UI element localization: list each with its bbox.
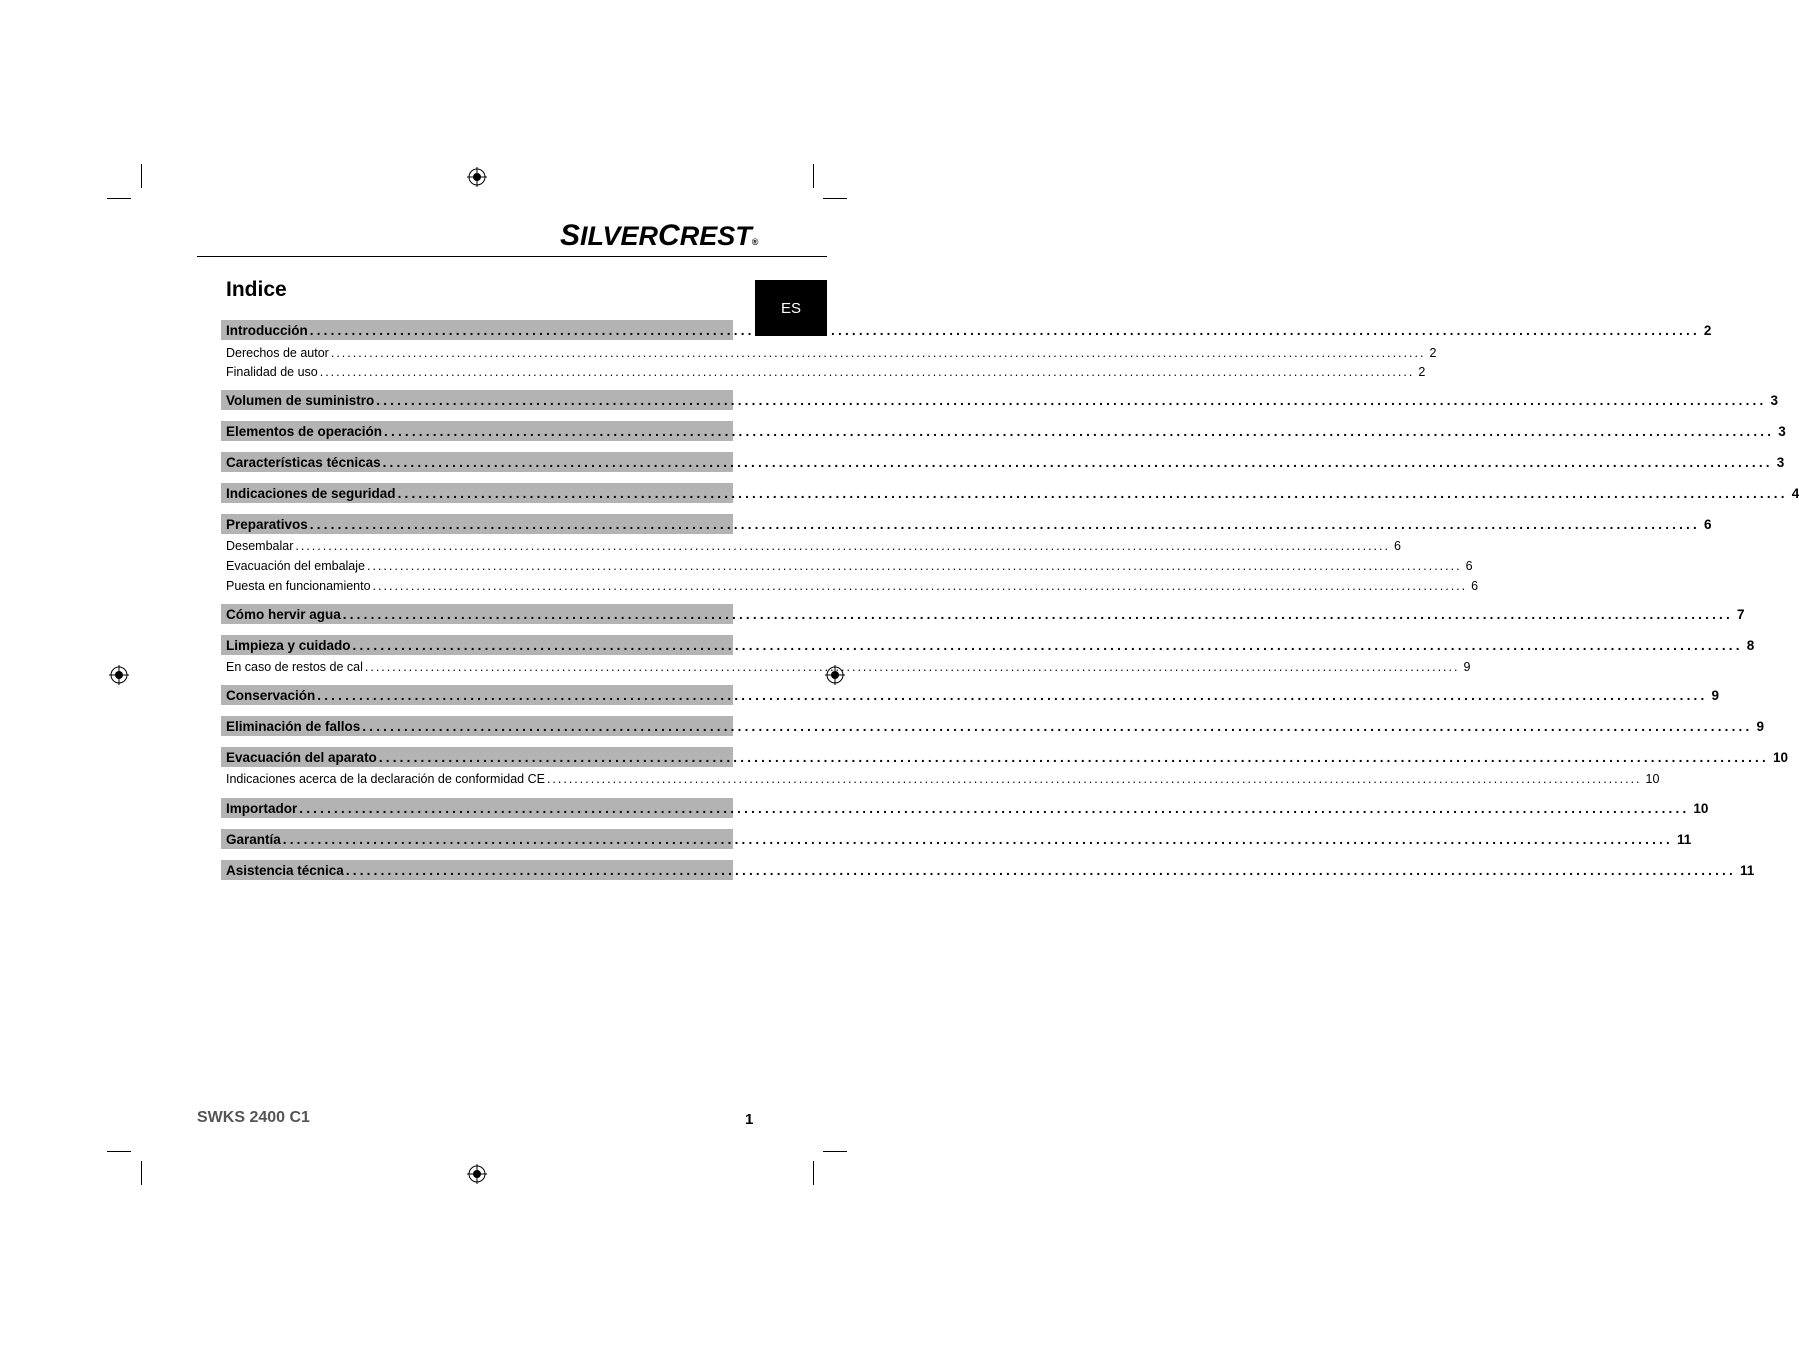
toc-leader-dots: ........................................................................................................................................................................................................ bbox=[362, 718, 1753, 734]
toc-leader-dots: ........................................................................................................................................................................................................ bbox=[382, 454, 1773, 470]
toc-entry-label: Preparativos bbox=[226, 516, 308, 532]
toc-entry-label: Características técnicas bbox=[226, 454, 381, 470]
toc-entry-label: Garantía bbox=[226, 831, 281, 847]
toc-entry-page: 6 bbox=[1465, 559, 1473, 573]
toc-entry-label: Volumen de suministro bbox=[226, 392, 375, 408]
toc-entry-page: 3 bbox=[1770, 392, 1778, 408]
toc-leader-dots: ........................................................................................................................................................................................................ bbox=[295, 539, 1390, 553]
toc-entry-page: 6 bbox=[1393, 539, 1401, 553]
toc-section-row bbox=[221, 635, 1755, 655]
table-of-contents bbox=[221, 320, 1799, 882]
toc-entry-label: Indicaciones acerca de la declaración de conformidad CE bbox=[226, 772, 545, 786]
toc-entry-label: Desembalar bbox=[226, 539, 294, 553]
crop-mark bbox=[107, 1151, 131, 1152]
toc-section-row bbox=[221, 483, 1799, 503]
toc-section-row bbox=[221, 747, 1788, 767]
toc-entry-label: Cómo hervir agua bbox=[226, 606, 341, 622]
toc-section-row bbox=[221, 421, 1786, 441]
toc-entry-label: Derechos de autor bbox=[226, 346, 329, 360]
toc-section-row bbox=[221, 798, 1709, 818]
toc-entry-label: Evacuación del embalaje bbox=[226, 559, 365, 573]
toc-entry-page: 10 bbox=[1645, 772, 1660, 786]
toc-leader-dots: ........................................................................................................................................................................................................ bbox=[317, 687, 1708, 703]
crop-mark bbox=[813, 164, 814, 188]
toc-leader-dots: ........................................................................................................................................................................................................ bbox=[345, 862, 1736, 878]
toc-entry-page: 9 bbox=[1711, 687, 1719, 703]
toc-leader-dots: ........................................................................................................................................................................................................ bbox=[352, 637, 1743, 653]
crop-mark bbox=[823, 198, 847, 199]
toc-entry-page: 11 bbox=[1676, 831, 1692, 847]
toc-leader-dots: ........................................................................................................................................................................................................ bbox=[330, 346, 1426, 360]
toc-leader-dots: ........................................................................................................................................................................................................ bbox=[309, 516, 1700, 532]
toc-entry-label: Puesta en funcionamiento bbox=[226, 579, 371, 593]
toc-entry-label: Indicaciones de seguridad bbox=[226, 485, 396, 501]
toc-leader-dots: ........................................................................................................................................................................................................ bbox=[546, 772, 1642, 786]
crop-mark bbox=[107, 198, 131, 199]
toc-entry-page: 2 bbox=[1429, 346, 1437, 360]
toc-entry-label: Introducción bbox=[226, 322, 308, 338]
crop-mark bbox=[141, 164, 142, 188]
toc-leader-dots: ........................................................................................................................................................................................................ bbox=[378, 749, 1769, 765]
toc-entry-label: Finalidad de uso bbox=[226, 365, 318, 379]
language-tab: ES bbox=[755, 280, 827, 336]
toc-section-row bbox=[221, 604, 1745, 624]
page-title: Indice bbox=[226, 278, 287, 301]
toc-entry-page: 6 bbox=[1471, 579, 1479, 593]
toc-leader-dots: ........................................................................................................................................................................................................ bbox=[397, 485, 1788, 501]
toc-entry-page: 2 bbox=[1418, 365, 1426, 379]
toc-entry-label: Asistencia técnica bbox=[226, 862, 344, 878]
toc-leader-dots: ........................................................................................................................................................................................................ bbox=[372, 579, 1468, 593]
toc-section-row bbox=[221, 716, 1764, 736]
toc-entry-page: 9 bbox=[1463, 660, 1471, 674]
toc-entry-page: 11 bbox=[1739, 862, 1755, 878]
toc-leader-dots: ........................................................................................................................................................................................................ bbox=[376, 392, 1767, 408]
page-number: 1 bbox=[745, 1111, 754, 1128]
toc-subsection-row bbox=[221, 362, 1426, 382]
registration-mark-icon bbox=[467, 1164, 487, 1184]
toc-entry-page: 4 bbox=[1791, 485, 1799, 501]
toc-leader-dots: ........................................................................................................................................................................................................ bbox=[384, 423, 1775, 439]
toc-subsection-row bbox=[221, 536, 1401, 556]
crop-mark bbox=[813, 1161, 814, 1185]
toc-subsection-row bbox=[221, 657, 1471, 677]
toc-entry-label: Limpieza y cuidado bbox=[226, 637, 351, 653]
toc-entry-page: 9 bbox=[1756, 718, 1764, 734]
toc-section-row bbox=[221, 452, 1785, 472]
toc-entry-label: Elementos de operación bbox=[226, 423, 383, 439]
toc-section-row bbox=[221, 514, 1712, 534]
model-number: SWKS 2400 C1 bbox=[197, 1109, 310, 1126]
toc-entry-page: 3 bbox=[1778, 423, 1786, 439]
crop-mark bbox=[141, 1161, 142, 1185]
toc-entry-label: Conservación bbox=[226, 687, 316, 703]
toc-leader-dots: ........................................................................................................................................................................................................ bbox=[319, 365, 1415, 379]
toc-leader-dots: ........................................................................................................................................................................................................ bbox=[309, 322, 1700, 338]
toc-entry-label: Importador bbox=[226, 800, 298, 816]
toc-entry-label: En caso de restos de cal bbox=[226, 660, 363, 674]
brand-logo: SILVERCREST® bbox=[560, 219, 759, 252]
toc-subsection-row bbox=[221, 576, 1479, 596]
toc-leader-dots: ........................................................................................................................................................................................................ bbox=[282, 831, 1673, 847]
toc-subsection-row bbox=[221, 769, 1660, 789]
toc-entry-page: 8 bbox=[1746, 637, 1755, 653]
toc-entry-page: 2 bbox=[1703, 322, 1712, 338]
toc-leader-dots: ........................................................................................................................................................................................................ bbox=[364, 660, 1460, 674]
toc-section-row bbox=[221, 829, 1692, 849]
toc-entry-page: 10 bbox=[1772, 749, 1788, 765]
registration-mark-icon bbox=[109, 665, 129, 685]
toc-entry-label: Eliminación de fallos bbox=[226, 718, 361, 734]
header-rule bbox=[197, 256, 827, 257]
toc-section-row bbox=[221, 390, 1778, 410]
toc-section-row bbox=[221, 320, 1712, 340]
toc-subsection-row bbox=[221, 343, 1437, 363]
registration-mark-icon bbox=[467, 167, 487, 187]
toc-leader-dots: ........................................................................................................................................................................................................ bbox=[299, 800, 1690, 816]
toc-entry-page: 10 bbox=[1693, 800, 1709, 816]
toc-subsection-row bbox=[221, 556, 1473, 576]
toc-entry-label: Evacuación del aparato bbox=[226, 749, 377, 765]
toc-leader-dots: ........................................................................................................................................................................................................ bbox=[342, 606, 1733, 622]
toc-section-row bbox=[221, 860, 1755, 880]
toc-leader-dots: ........................................................................................................................................................................................................ bbox=[366, 559, 1462, 573]
toc-entry-page: 7 bbox=[1736, 606, 1745, 622]
toc-entry-page: 6 bbox=[1703, 516, 1712, 532]
toc-section-row bbox=[221, 685, 1719, 705]
toc-entry-page: 3 bbox=[1776, 454, 1785, 470]
crop-mark bbox=[823, 1151, 847, 1152]
